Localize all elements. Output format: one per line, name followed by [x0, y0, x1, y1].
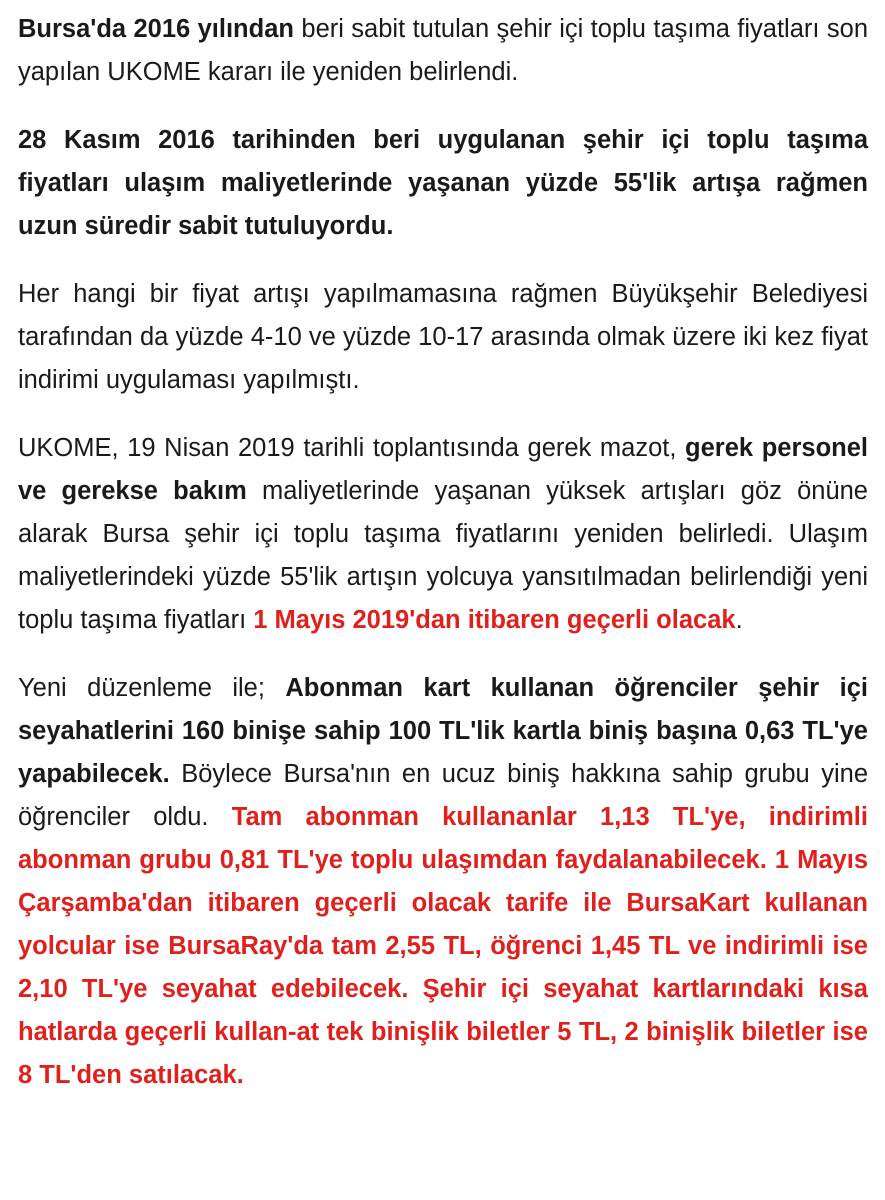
- paragraph-1: [18, 8, 868, 94]
- paragraph-4-text-start: UKOME, 19 Nisan 2019 tarihli toplantısında gerek mazot,: [18, 434, 686, 462]
- paragraph-5-text-start: Yeni düzenleme ile;: [18, 674, 286, 702]
- paragraph-5-red-highlight: Tam abonman kullananlar 1,13 TL'ye, indirimli abonman grubu 0,81 TL'ye toplu ulaşımdan faydalanabilecek. 1 Mayıs Çarşamba'dan itibaren geçerli olacak tarife ile BursaKart kullanan yolcular ise BursaRay'da tam 2,55 TL, öğrenci 1,45 TL ve indirimli ise 2,10 TL'ye seyahat edebilecek. Şehir içi seyahat kartlarındaki kısa hatlarda geçerli kullan-at tek binişlik biletler 5 TL, 2 binişlik biletler ise 8 TL'den satılacak.: [18, 803, 868, 1089]
- paragraph-4-red-highlight: 1 Mayıs 2019'dan itibaren geçerli olacak: [253, 606, 736, 634]
- paragraph-1-bold-lead: Bursa'da 2016 yılından: [18, 15, 294, 43]
- paragraph-1-text: beri sabit tutulan şehir içi toplu taşıma fiyatları son yapılan UKOME kararı ile yeniden belirlendi.: [18, 15, 868, 86]
- paragraph-5: [18, 667, 868, 1097]
- paragraph-5-bold-text: Abonman kart kullanan öğrenciler şehir içi seyahatlerini 160 binişe sahip 100 TL'lik kartla biniş başına 0,63 TL'ye yapabilecek.: [18, 674, 868, 788]
- news-article: [18, 8, 868, 1122]
- paragraph-5-text-middle: Böylece Bursa'nın en ucuz biniş hakkına sahip grubu yine öğrenciler oldu.: [18, 760, 868, 831]
- paragraph-4-text-middle: maliyetlerinde yaşanan yüksek artışları göz önüne alarak Bursa şehir içi toplu taşıma fiyatlarını yeniden belirledi. Ulaşım maliyetlerindeki yüzde 55'lik artışın yolcuya yansıtılmadan belirlendiği yeni toplu taşıma fiyatları: [18, 477, 868, 634]
- paragraph-2: [18, 119, 868, 248]
- paragraph-3: [18, 273, 868, 402]
- paragraph-4-bold-text: gerek personel ve gerekse bakım: [18, 434, 868, 505]
- paragraph-2-bold-text: 28 Kasım 2016 tarihinden beri uygulanan şehir içi toplu taşıma fiyatları ulaşım maliyetlerinde yaşanan yüzde 55'lik artışa rağmen uzun süredir sabit tutuluyordu.: [18, 126, 868, 240]
- paragraph-4-text-end: .: [735, 606, 743, 634]
- paragraph-4: [18, 427, 868, 642]
- paragraph-3-text: Her hangi bir fiyat artışı yapılmamasına rağmen Büyükşehir Belediyesi tarafından da yüzde 4-10 ve yüzde 10-17 arasında olmak üzere iki kez fiyat indirimi uygulaması yapılmıştı.: [18, 280, 868, 394]
